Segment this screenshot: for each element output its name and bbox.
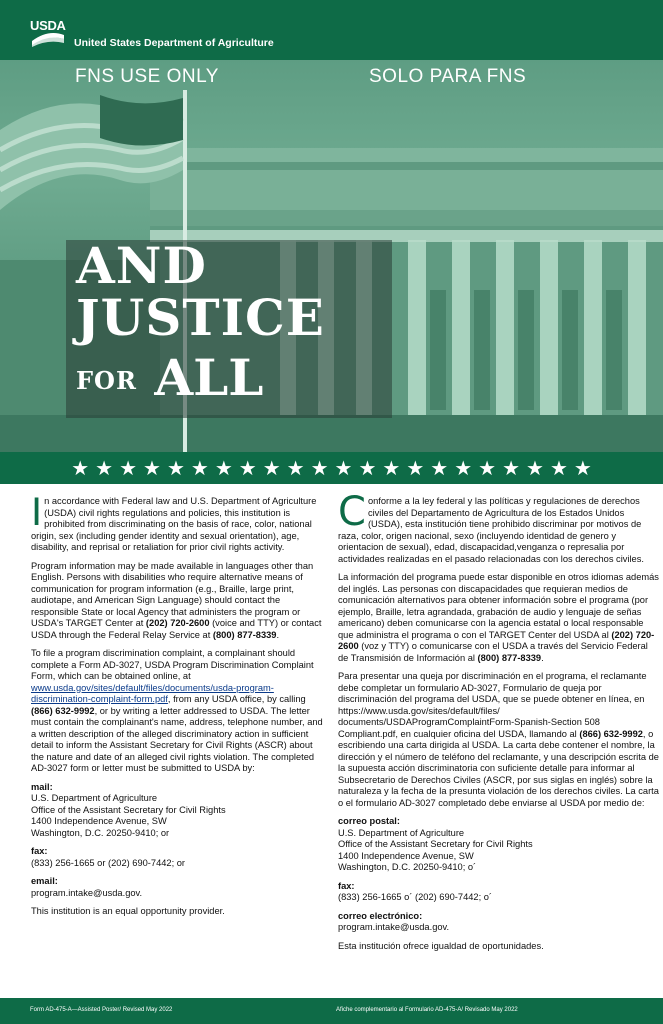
agency-name: United States Department of Agriculture (74, 37, 274, 49)
star-icon: ★ (358, 457, 377, 480)
fns-use-only-label: FNS USE ONLY (75, 66, 219, 87)
star-icon: ★ (286, 457, 305, 480)
spanish-mail-block: correo postal: U.S. Department of Agriculture Office of the Assistant Secretary for Civil Rights 1400 Independence Avenue, SW Washington, D.C. 20250-9410; o´ (338, 816, 533, 872)
star-icon: ★ (190, 457, 209, 480)
star-icon: ★ (166, 457, 185, 480)
star-icon: ★ (502, 457, 520, 480)
english-column (31, 490, 327, 925)
spanish-dropcap: C (338, 489, 366, 535)
english-mail-block: mail: U.S. Department of Agriculture Office of the Assistant Secretary for Civil Rights 1400 Independence Avenue, SW Washington, D.C. 20250-9410; or (31, 781, 226, 838)
star-icon: ★ (143, 457, 161, 480)
footer-bar (0, 998, 663, 1024)
star-icon: ★ (310, 457, 329, 480)
spanish-para-2: La información del programa puede estar disponible en otros idiomas además del inglés. Las personas con discapacidades que requieran medios de comunicación alternativos para obtener información sobre el programa (por ejemplo, Braille, letra agrandada, grabación de audio y lenguaje de señas americano) deben comunicarse con la agencia estatal o local responsable que administra el programa o con el TARGET Center del USDA al (202) 720-2600 (voz y TTY) o comunicarse con el USDA a través del Servicio Federal de Transmisión de Información al (800) 877-8339. (338, 572, 659, 663)
spanish-para-3: Para presentar una queja por discriminación en el programa, el reclamante debe completar un formulario AD-3027, Formulario de queja por discriminación del programa del USDA, que se puede obtener en línea, en https://www.usda.gov/sites/default/files/ documents/USDAProgramComplaintForm-Spanish-Section 508 Compliant.pdf, en cualquier oficina del USDA, llamando al (866) 632-9992, o escribiendo una carta dirigida al USDA. La carta debe contener el nombre, la dirección y el número de teléfono del reclamante, y una descripción escrita de la supuesta acción discriminatoria con suficiente detalle para informar al Subsecretario de Derechos Civiles (ASCR, por sus siglas en inglés) sobre la naturaleza y la fecha de la presunta violación de los derechos civiles. La carta o el formulario AD-3027 completado debe enviarse al USDA por medio de: (338, 671, 659, 808)
title-line-and: AND (76, 236, 207, 295)
star-icon: ★ (573, 457, 592, 480)
star-icon: ★ (119, 457, 137, 480)
english-para-1: In accordance with Federal law and U.S. Department of Agriculture (USDA) civil rights regulations and policies, this institution is prohibited from discriminating on the basis of race, color, national origin, sex (including gender identity and sexual orientation), age, disability, and reprisal or retaliation for prior civil rights activity. (31, 490, 317, 552)
star-icon: ★ (71, 457, 90, 480)
star-icon: ★ (214, 457, 233, 480)
star-icon: ★ (478, 457, 497, 480)
spanish-email-block: correo electrónico: program.intake@usda.gov. (338, 910, 450, 932)
solo-para-fns-label: SOLO PARA FNS (369, 66, 527, 87)
star-icon: ★ (549, 457, 568, 480)
hero-image (0, 60, 663, 452)
title-line-for-all (76, 350, 263, 409)
english-fax-block: fax: (833) 256-1665 or (202) 690-7442; or (31, 846, 186, 868)
title-for: FOR (76, 366, 137, 395)
title-all: ALL (154, 348, 264, 407)
stars-band (0, 452, 663, 484)
english-email-block: email: program.intake@usda.gov. (31, 876, 143, 898)
star-icon: ★ (334, 457, 353, 480)
spanish-column (338, 489, 660, 959)
star-icon: ★ (430, 457, 449, 480)
spanish-para-1: Conforme a la ley federal y las políticas y regulaciones de derechos civiles del Departamento de Agricultura de los Estados Unidos (USDA), esta institución tiene prohibido discriminar por motivos de raza, color, origen nacional, sexo (incluyendo identidad de genero y orientacion de sexual), edad, discapacidad,venganza o represalia por actividades realizadas en el pasado relacionadas con los derechos civiles. (338, 489, 644, 564)
title-line-justice: JUSTICE (76, 288, 325, 347)
spanish-closing: Esta institución ofrece igualdad de oportunidades. (338, 940, 544, 951)
english-para-3: To file a program discrimination complaint, a complainant should complete a Form AD-3027, USDA Program Discrimination Complaint Form, which can be obtained online, at www.usda.gov/sites/default/files/documents/usda-program-discrimination-complaint-form.pdf, from any USDA office, by calling (866) 632-9992, or by writing a letter addressed to USDA. The letter must contain the complainant's name, address, telephone number, and a written description of the alleged discriminatory action in sufficient detail to inform the Assistant Secretary for Civil Rights (ASCR) about the nature and date of an alleged civil rights violation. The completed AD-3027 form or letter must be submitted to USDA by: (31, 648, 323, 773)
english-dropcap: I (31, 490, 43, 534)
star-icon: ★ (526, 457, 544, 480)
footer-form-en: Form AD-475-A—Assisted Poster/ Revised May 2022 (30, 1007, 173, 1013)
star-icon: ★ (95, 457, 114, 480)
english-para-2: Program information may be made available in languages other than English. Persons with disabilities who require alternative means of communication for program information (e.g., Braille, large print, audiotape, and American Sign Language) should contact the responsible State or local Agency that administers the program or USDA's TARGET Center at (202) 720-2600 (voice and TTY) or contact USDA through the Federal Relay Service at (800) 877-8339. (31, 560, 322, 640)
complaint-form-link[interactable]: www.usda.gov/sites/default/files/documents/usda-program-discrimination-complaint-form.pdf (31, 682, 274, 704)
footer-form-es: Afiche complementario al Formulario AD-475-A/ Revisado May 2022 (336, 1007, 518, 1013)
star-icon: ★ (262, 457, 281, 480)
star-icon: ★ (238, 457, 257, 480)
star-icon: ★ (406, 457, 425, 480)
header-bar (0, 0, 663, 60)
logo-text: USDA (30, 18, 66, 33)
star-icon: ★ (454, 457, 473, 480)
star-icon: ★ (382, 457, 401, 480)
english-closing: This institution is an equal opportunity provider. (31, 906, 225, 916)
spanish-fax-block: fax: (833) 256-1665 o´ (202) 690-7442; o´ (338, 880, 493, 902)
